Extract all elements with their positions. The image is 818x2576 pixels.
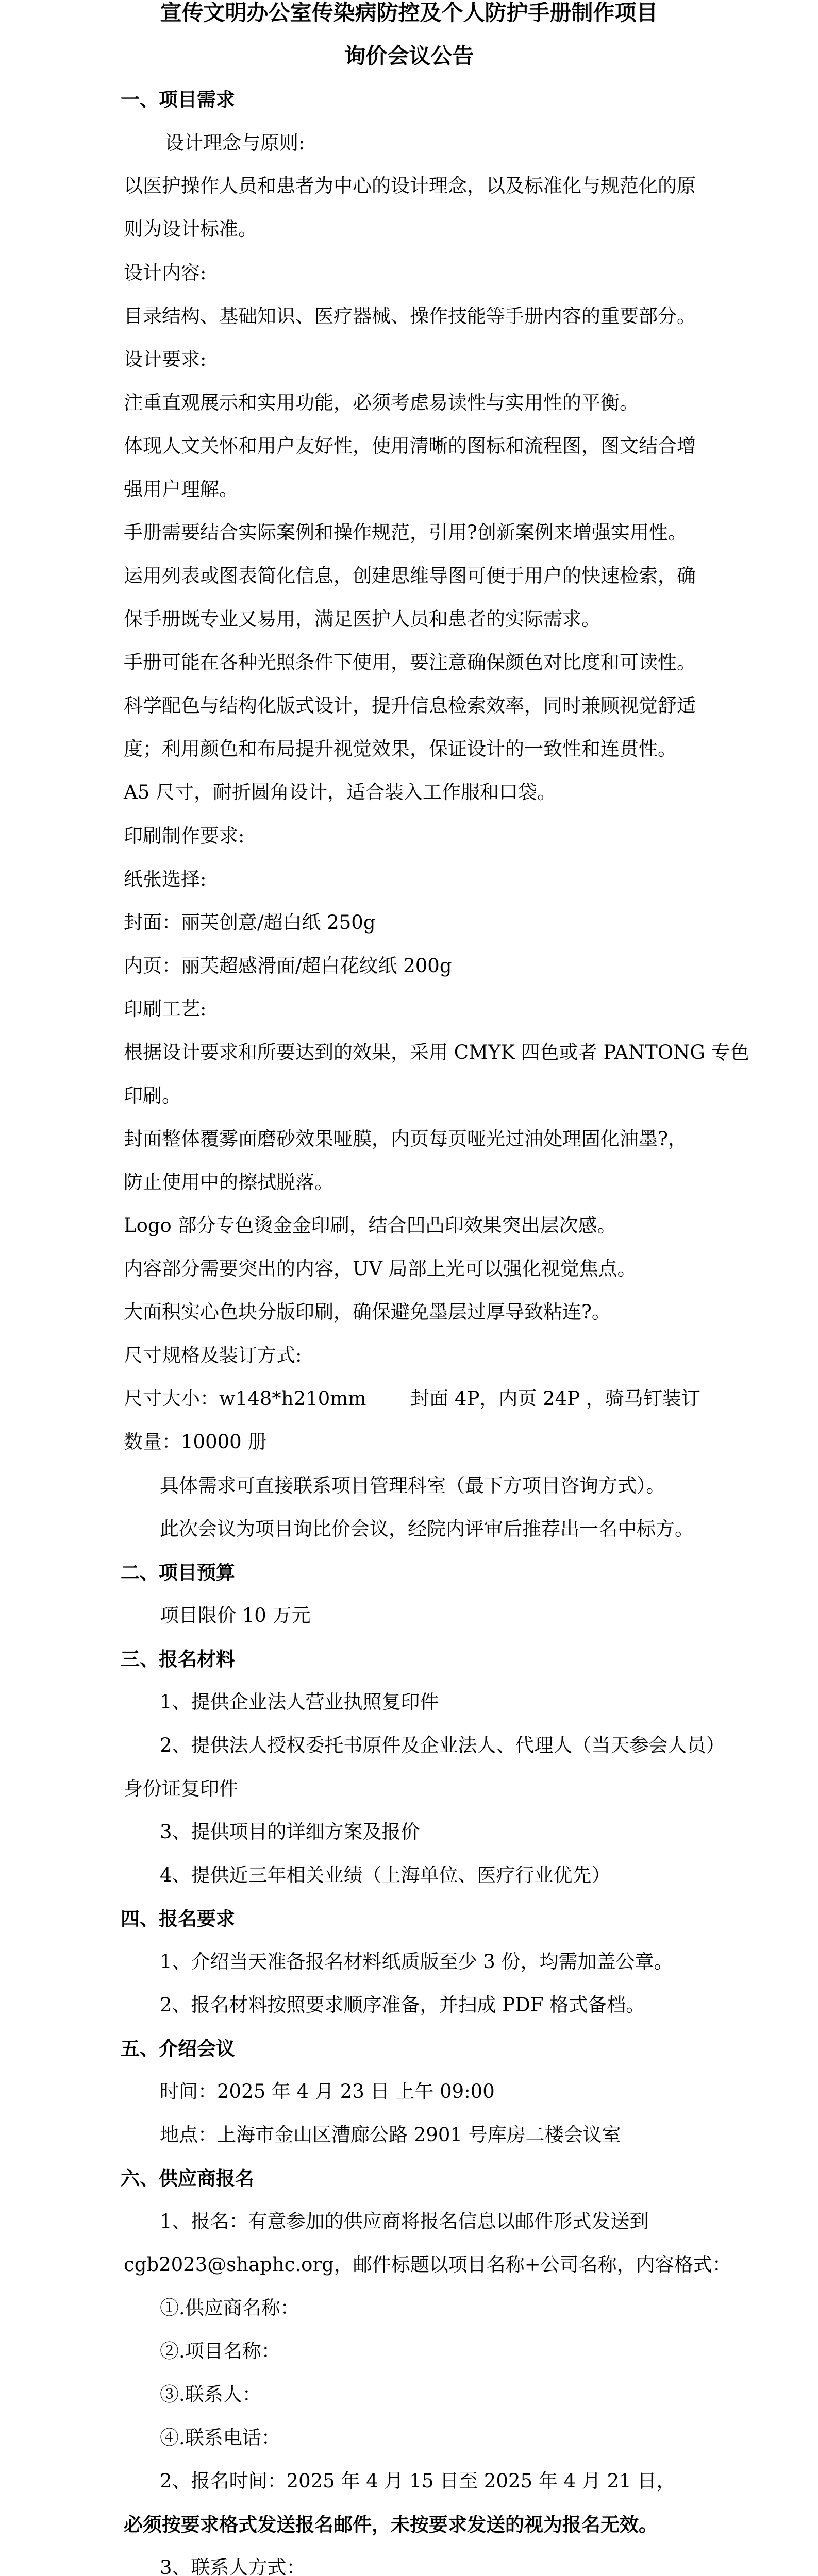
craft-line: 印刷。	[124, 1084, 181, 1107]
design-content-label: 设计内容:	[124, 262, 207, 284]
size-label: 尺寸规格及装订方式:	[124, 1344, 302, 1366]
signup-field: ②.项目名称：	[160, 2340, 280, 2362]
section3-heading: 三、报名材料	[121, 1648, 235, 1670]
material-item-2-cont: 身份证复印件	[124, 1777, 238, 1800]
signup-field: ③.联系人：	[160, 2383, 261, 2405]
craft-line: 防止使用中的擦拭脱落。	[124, 1171, 333, 1193]
signup-req-2: 2、报名材料按照要求顺序准备，并扫成 PDF 格式备档。	[160, 1994, 645, 2016]
section2-heading: 二、项目预算	[121, 1561, 235, 1584]
material-item-3: 3、提供项目的详细方案及报价	[160, 1821, 420, 1843]
craft-label: 印刷工艺:	[124, 998, 207, 1020]
section4-heading: 四、报名要求	[121, 1907, 235, 1930]
signup-warning: 必须按要求格式发送报名邮件，未按要求发送的视为报名无效。	[124, 2513, 658, 2536]
section5-heading: 五、介绍会议	[121, 2037, 235, 2060]
craft-line: Logo 部分专色烫金金印刷，结合凹凸印效果突出层次感。	[124, 1214, 616, 1236]
design-principle-text-2: 则为设计标准。	[124, 218, 257, 240]
design-req-label: 设计要求:	[124, 348, 207, 370]
material-item-4: 4、提供近三年相关业绩（上海单位、医疗行业优先）	[160, 1864, 611, 1886]
design-req-line: 科学配色与结构化版式设计，提升信息检索效率，同时兼顾视觉舒适	[124, 694, 696, 717]
design-req-line: A5 尺寸，耐折圆角设计，适合装入工作服和口袋。	[124, 781, 557, 803]
material-item-1: 1、提供企业法人营业执照复印件	[160, 1691, 439, 1713]
contact-note: 具体需求可直接联系项目管理科室（最下方项目咨询方式）。	[160, 1475, 665, 1497]
signup-step-1: 1、报名：有意参加的供应商将报名信息以邮件形式发送到	[160, 2210, 649, 2232]
signup-field: ①.供应商名称：	[160, 2297, 299, 2319]
meeting-place: 地点：上海市金山区漕廊公路 2901 号库房二楼会议室	[160, 2124, 621, 2146]
craft-line: 封面整体覆雾面磨砂效果哑膜，内页每页哑光过油处理固化油墨?，	[124, 1128, 687, 1150]
meeting-time: 时间：2025 年 4 月 23 日 上午 09:00	[160, 2080, 495, 2103]
design-req-line: 强用户理解。	[124, 478, 238, 500]
design-req-line: 手册可能在各种光照条件下使用，要注意确保颜色对比度和可读性。	[124, 651, 696, 673]
inner-paper: 内页：丽芙超感滑面/超白花纹纸 200g	[124, 955, 452, 977]
meeting-note: 此次会议为项目询比价会议，经院内评审后推荐出一名中标方。	[160, 1518, 694, 1540]
title-line-2: 询价会议公告	[344, 43, 474, 69]
paper-label: 纸张选择:	[124, 868, 207, 890]
size-text: 尺寸大小：w148*h210mm 封面 4P，内页 24P ，骑马钉装订	[124, 1387, 700, 1410]
craft-line: 大面积实心色块分版印刷，确保避免墨层过厚导致粘连?。	[124, 1301, 611, 1323]
signup-step-3: 3、联系人方式：	[160, 2556, 306, 2576]
design-content-text: 目录结构、基础知识、医疗器械、操作技能等手册内容的重要部分。	[124, 305, 696, 327]
design-principle-label: 设计理念与原则:	[165, 132, 305, 154]
design-req-line: 手册需要结合实际案例和操作规范，引用?创新案例来增强实用性。	[124, 521, 687, 544]
section1-heading: 一、项目需求	[121, 88, 235, 111]
budget-text: 项目限价 10 万元	[160, 1604, 311, 1626]
quantity-text: 数量：10000 册	[124, 1431, 267, 1453]
cover-paper: 封面：丽芙创意/超白纸 250g	[124, 911, 376, 934]
craft-line: 根据设计要求和所要达到的效果，采用 CMYK 四色或者 PANTONG 专色	[124, 1041, 749, 1063]
signup-step-1-cont: cgb2023@shaphc.org，邮件标题以项目名称+公司名称，内容格式：	[124, 2253, 731, 2276]
signup-req-1: 1、介绍当天准备报名材料纸质版至少 3 份，均需加盖公章。	[160, 1951, 673, 1973]
design-req-line: 运用列表或图表简化信息，创建思维导图可便于用户的快速检索，确	[124, 565, 696, 587]
material-item-2: 2、提供法人授权委托书原件及企业法人、代理人（当天参会人员）	[160, 1734, 725, 1756]
design-req-line: 注重直观展示和实用功能，必须考虑易读性与实用性的平衡。	[124, 392, 639, 414]
design-req-line: 体现人文关怀和用户友好性，使用清晰的图标和流程图，图文结合增	[124, 435, 696, 457]
design-req-line: 保手册既专业又易用，满足医护人员和患者的实际需求。	[124, 608, 600, 630]
signup-step-2: 2、报名时间：2025 年 4 月 15 日至 2025 年 4 月 21 日，	[160, 2470, 676, 2492]
title-line-1: 宣传文明办公室传染病防控及个人防护手册制作项目	[160, 0, 658, 25]
craft-line: 内容部分需要突出的内容，UV 局部上光可以强化视觉焦点。	[124, 1258, 637, 1280]
design-req-line: 度；利用颜色和布局提升视觉效果，保证设计的一致性和连贯性。	[124, 738, 677, 760]
print-req-label: 印刷制作要求:	[124, 825, 245, 847]
signup-field: ④.联系电话：	[160, 2427, 280, 2449]
section6-heading: 六、供应商报名	[121, 2167, 254, 2190]
design-principle-text-1: 以医护操作人员和患者为中心的设计理念，以及标准化与规范化的原	[124, 175, 696, 197]
